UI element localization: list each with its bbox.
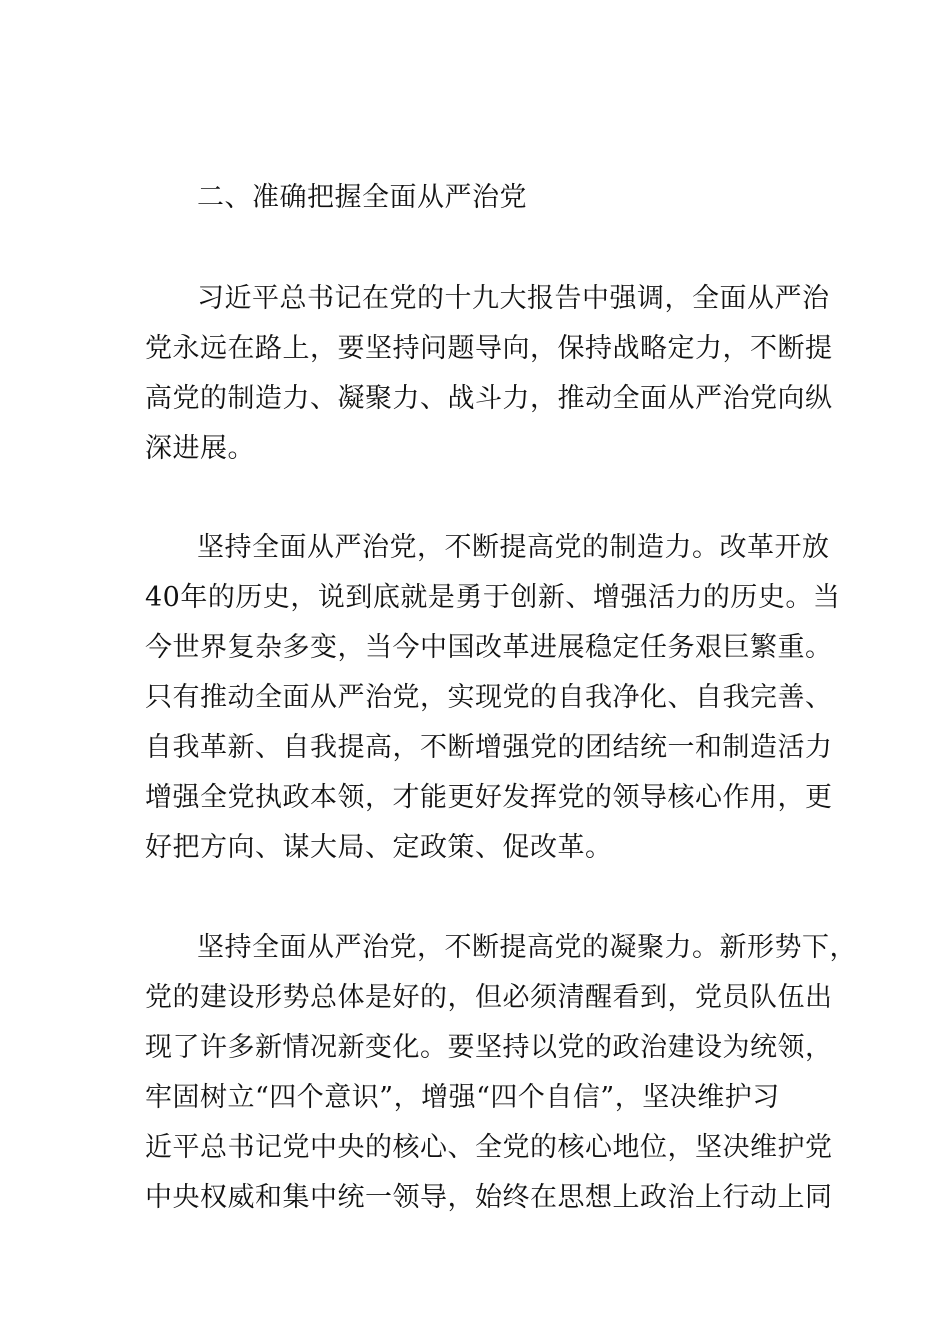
paragraph-line: 自我革新、自我提高，不断增强党的团结统一和制造活力: [145, 732, 833, 763]
section-heading: 二、准确把握全面从严治党: [197, 182, 527, 213]
paragraph-line: 党永远在路上，要坚持问题导向，保持战略定力，不断提: [145, 333, 833, 364]
paragraph-line: 坚持全面从严治党，不断提高党的制造力。改革开放: [197, 532, 830, 563]
paragraph-line: 牢固树立“四个意识”，增强“四个自信”，坚决维护习: [145, 1082, 780, 1113]
paragraph-line: 党的建设形势总体是好的，但必须清醒看到，党员队伍出: [145, 982, 833, 1013]
paragraph-line: 中央权威和集中统一领导，始终在思想上政治上行动上同: [145, 1182, 833, 1213]
paragraph-line: 增强全党执政本领，才能更好发挥党的领导核心作用，更: [145, 782, 833, 813]
paragraph-line: 近平总书记党中央的核心、全党的核心地位，坚决维护党: [145, 1132, 833, 1163]
paragraph-line: 高党的制造力、凝聚力、战斗力，推动全面从严治党向纵: [145, 383, 833, 414]
paragraph-line: 今世界复杂多变，当今中国改革进展稳定任务艰巨繁重。: [145, 632, 833, 663]
paragraph-line: 坚持全面从严治党，不断提高党的凝聚力。新形势下，: [197, 932, 857, 963]
paragraph-line: 只有推动全面从严治党，实现党的自我净化、自我完善、: [145, 682, 833, 713]
paragraph-line: 现了许多新情况新变化。要坚持以党的政治建设为统领，: [145, 1032, 833, 1063]
paragraph-line: 深进展。: [145, 433, 255, 464]
paragraph-line: 习近平总书记在党的十九大报告中强调，全面从严治: [197, 283, 830, 314]
paragraph-line: 好把方向、谋大局、定政策、促改革。: [145, 832, 613, 863]
paragraph-line: 40年的历史，说到底就是勇于创新、增强活力的历史。当: [145, 582, 841, 613]
